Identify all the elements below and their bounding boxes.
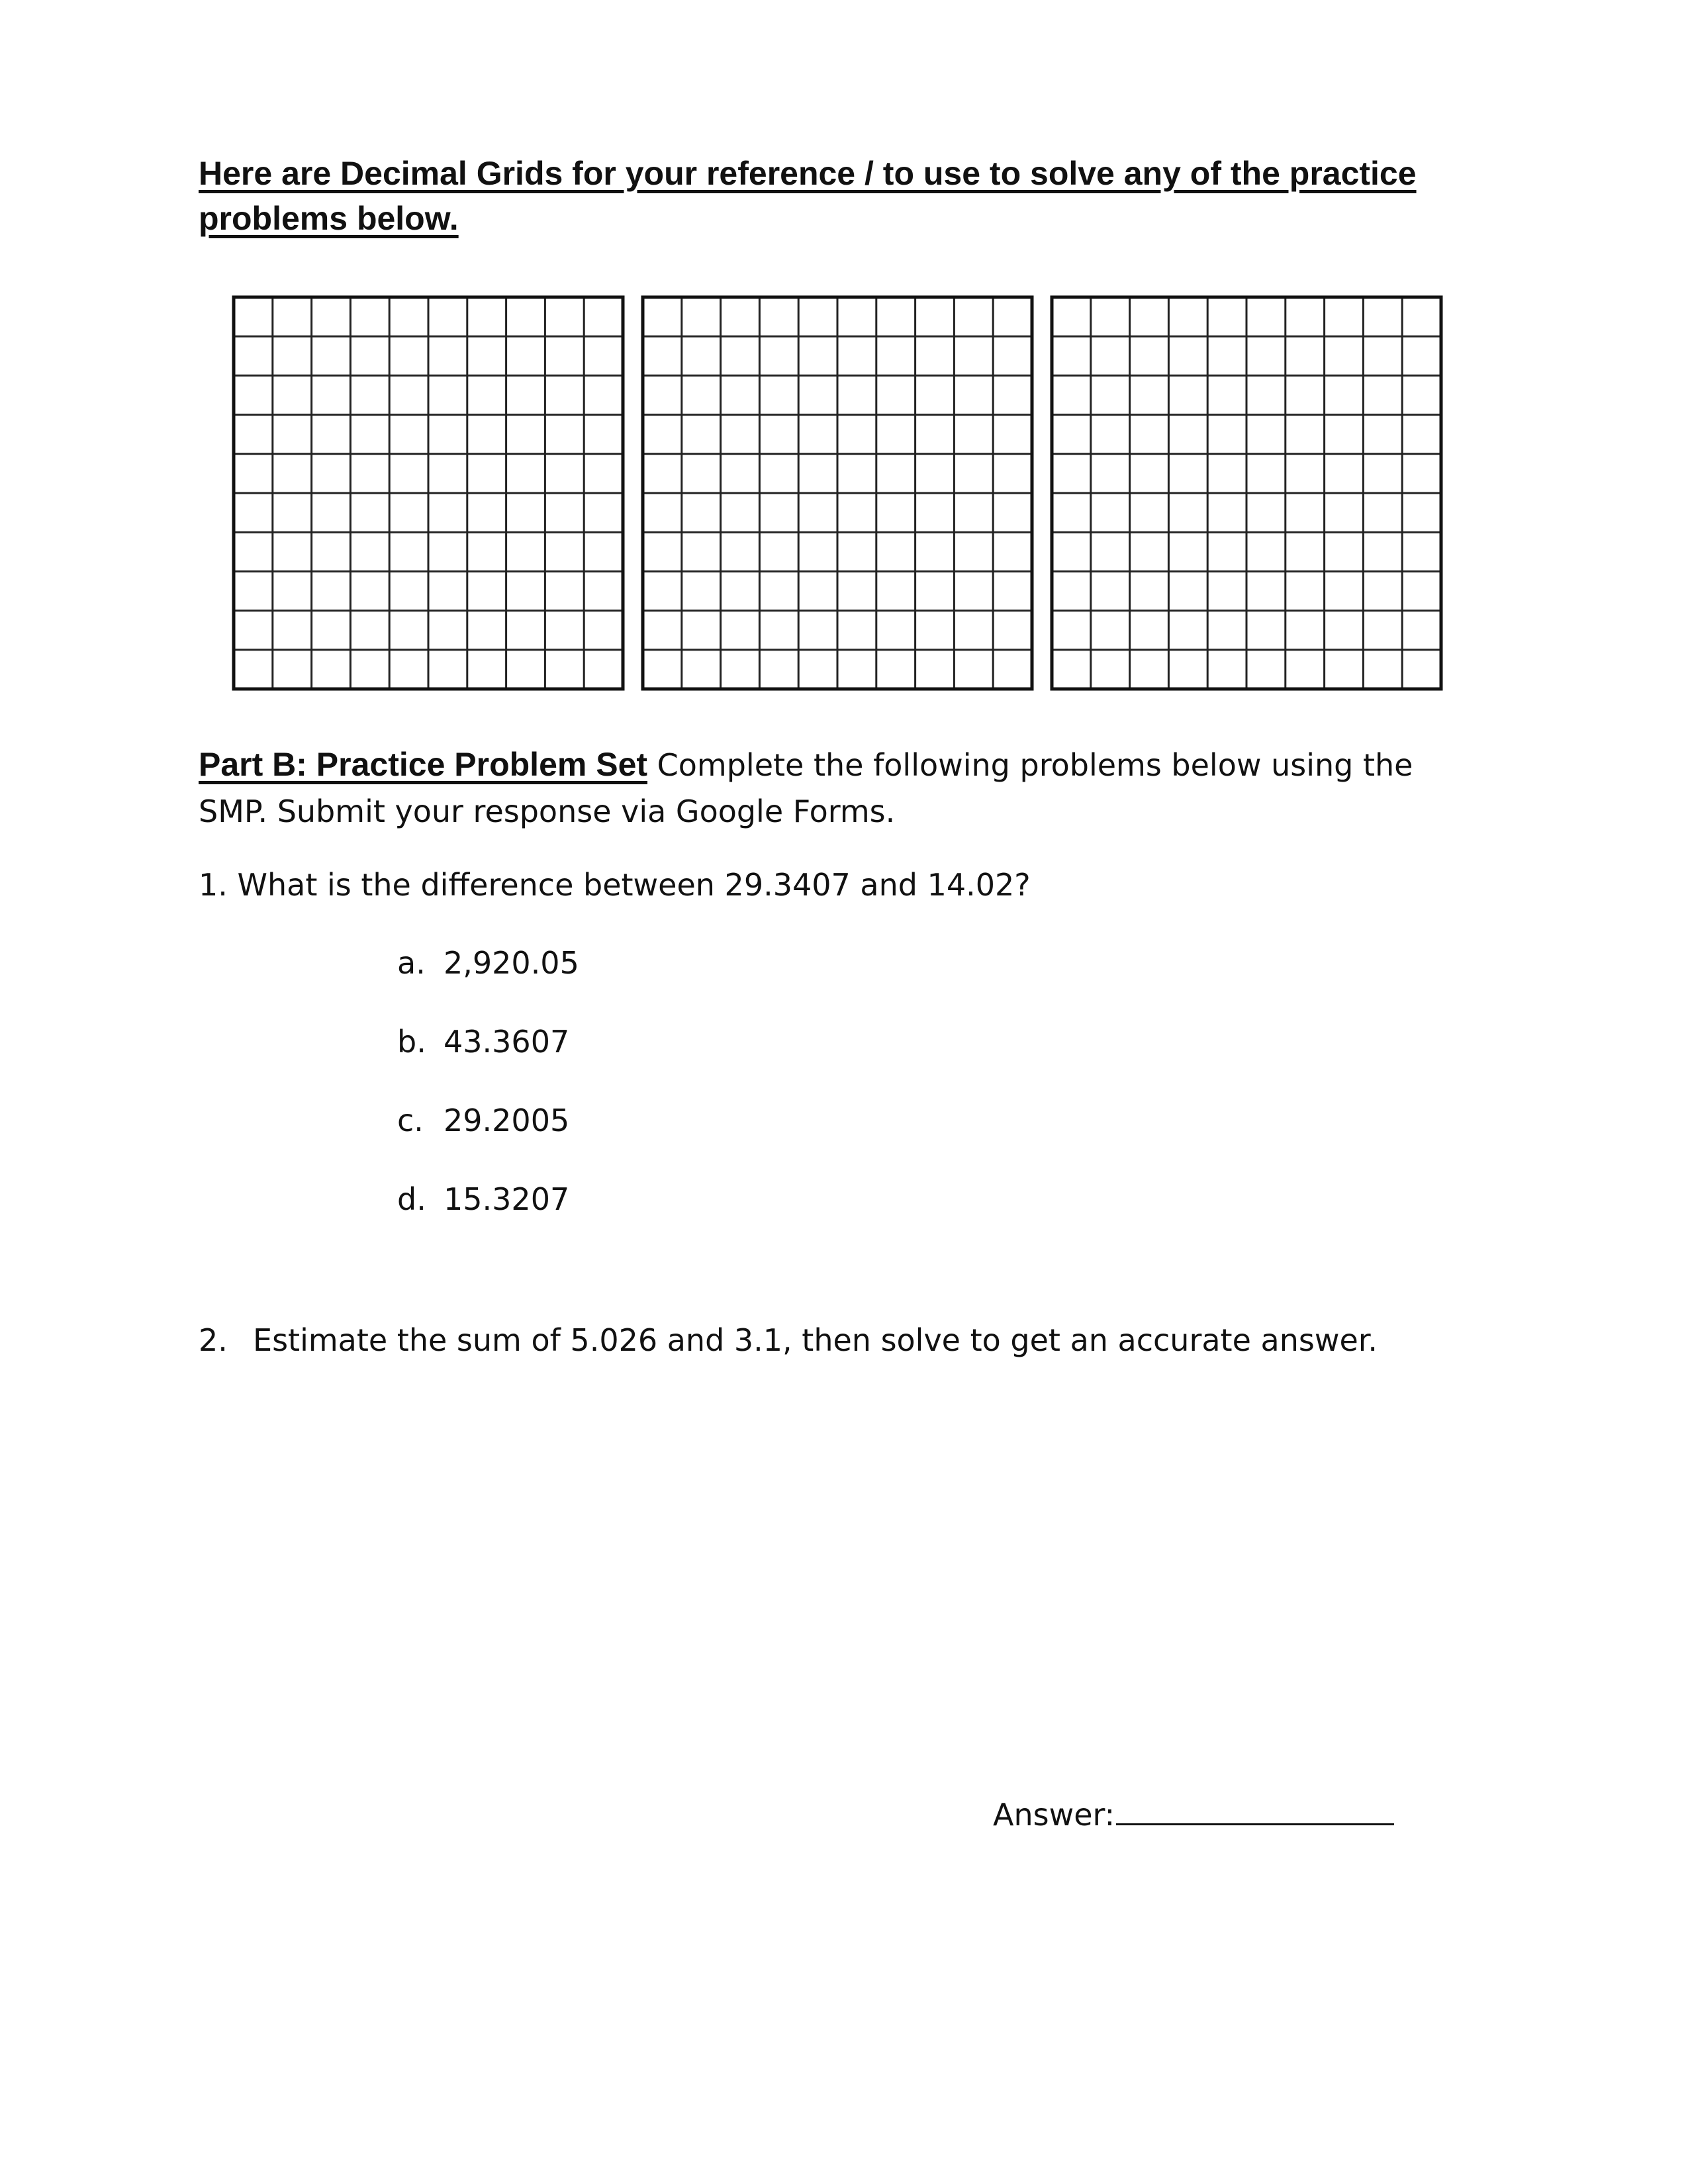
question-2 xyxy=(199,1317,1378,1363)
decimal-grids xyxy=(232,295,1443,691)
answer-blank-line[interactable] xyxy=(1116,1790,1394,1825)
grid-svg xyxy=(1050,295,1443,691)
decimal-grid-2 xyxy=(641,295,1034,691)
question-2-number: 2. xyxy=(199,1322,228,1358)
choice-letter: d. xyxy=(397,1181,426,1217)
choice-value: 2,920.05 xyxy=(444,945,579,981)
grid-svg xyxy=(232,295,625,691)
grids-heading: Here are Decimal Grids for your reference / to use to solve any of the practice problems below. xyxy=(199,155,1417,237)
part-b-section xyxy=(199,741,1470,835)
choice-letter: b. xyxy=(397,1024,426,1060)
choice-a[interactable] xyxy=(397,940,579,1019)
choice-b[interactable] xyxy=(397,1019,579,1097)
answer-label: Answer: xyxy=(993,1797,1115,1833)
part-b-title: Part B: Practice Problem Set xyxy=(199,746,648,783)
choice-value: 15.3207 xyxy=(444,1181,570,1217)
choice-letter: a. xyxy=(397,945,426,981)
choice-letter: c. xyxy=(397,1103,424,1138)
choice-value: 43.3607 xyxy=(444,1024,570,1060)
grid-svg xyxy=(641,295,1034,691)
decimal-grid-1 xyxy=(232,295,625,691)
question-2-text: Estimate the sum of 5.026 and 3.1, then solve to get an accurate answer. xyxy=(253,1322,1378,1358)
choice-d[interactable] xyxy=(397,1176,579,1255)
question-1-choices xyxy=(397,940,579,1255)
decimal-grid-3 xyxy=(1050,295,1443,691)
choice-c[interactable] xyxy=(397,1097,579,1176)
answer-field xyxy=(993,1790,1394,1838)
part-b-instructions: Complete the following problems below using the SMP. Submit your response via Google Forms. xyxy=(199,747,1413,829)
question-1: 1. What is the difference between 29.3407 and 14.02? xyxy=(199,867,1031,903)
choice-value: 29.2005 xyxy=(444,1103,570,1138)
